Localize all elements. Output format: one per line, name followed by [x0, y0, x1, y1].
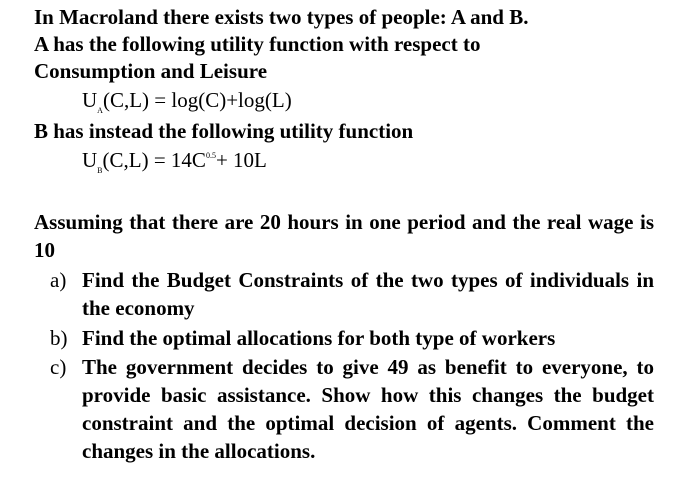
intro-line-2: A has the following utility function with respect to: [34, 32, 481, 56]
question-b-text: Find the optimal allocations for both type of workers: [82, 326, 556, 350]
utility-b-expression-end: + 10L: [215, 148, 267, 172]
utility-a-symbol: U: [82, 88, 98, 112]
question-c-label: c): [50, 355, 67, 379]
b-intro-line: B has instead the following utility function: [34, 119, 414, 143]
utility-b-subscript: B: [97, 166, 103, 175]
utility-a-expression: (C,L) = log(C)+log(L): [102, 88, 292, 112]
question-b-label: b): [50, 326, 68, 350]
question-a-text: Find the Budget Constraints of the two types of individuals in the economy: [82, 268, 654, 320]
intro-line-3: Consumption and Leisure: [34, 59, 268, 83]
question-a: [50, 266, 654, 322]
utility-b-symbol: U: [82, 148, 98, 172]
utility-b-expression-start: (C,L) = 14C: [102, 148, 206, 172]
utility-b-exponent: 0.5: [205, 151, 216, 160]
question-b: [50, 324, 654, 352]
utility-function-b: [82, 147, 267, 173]
assumption-paragraph: Assuming that there are 20 hours in one period and the real wage is 10: [34, 210, 654, 262]
utility-a-subscript: A: [97, 106, 103, 115]
question-c: [50, 353, 654, 465]
question-a-label: a): [50, 268, 67, 292]
utility-function-a: [82, 87, 292, 113]
intro-line-1: In Macroland there exists two types of people: A and B.: [34, 5, 529, 29]
question-c-text: The government decides to give 49 as benefit to everyone, to provide basic assistance. Show how this changes the budget constraint and the optimal decision of agents. Comment the changes in the allocations.: [82, 355, 654, 463]
